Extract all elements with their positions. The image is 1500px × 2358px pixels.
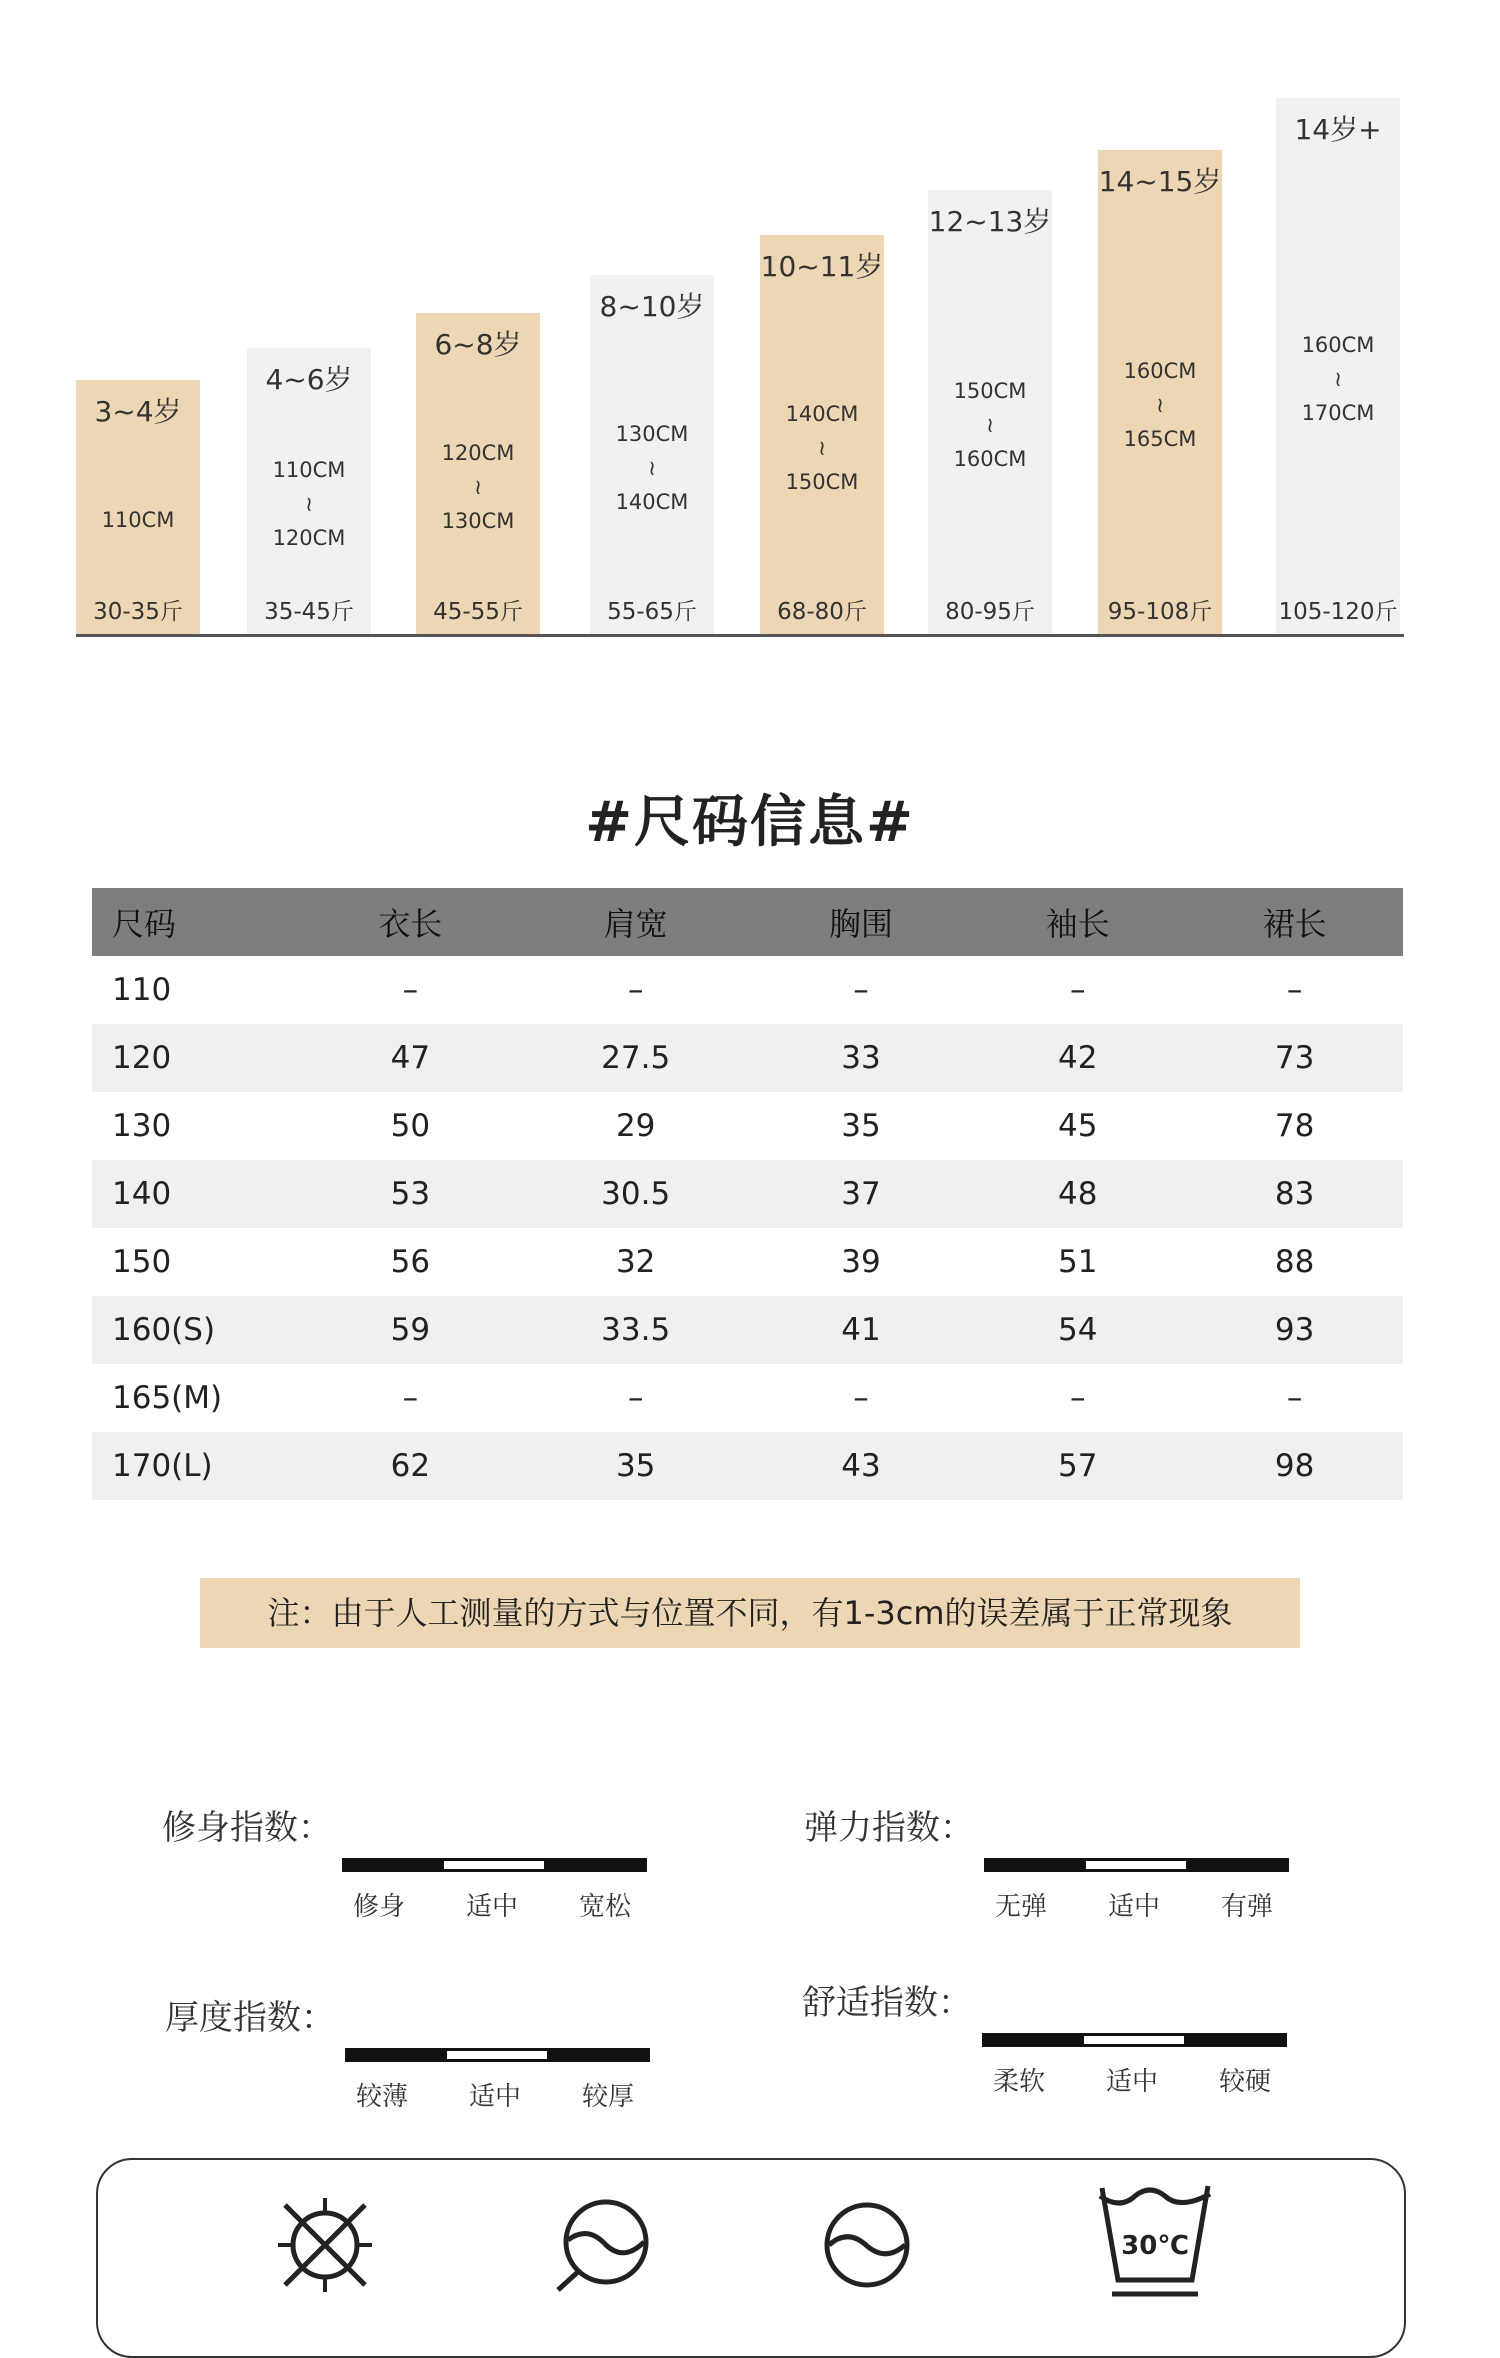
size-step-bar [1098,150,1222,634]
size-step-height-line: 170CM [1301,401,1375,425]
size-step-weight: 95-108斤 [1107,599,1213,625]
size-step-bar [76,380,200,634]
size-step-height-range [1276,328,1400,430]
size-step-age: 14~15岁 [1098,165,1222,198]
table-cell: 160(S) [92,1296,302,1364]
size-step-height-line: 150CM [953,379,1027,403]
table-row [92,1024,1403,1092]
size-step-bar [590,275,714,634]
table-row [92,1296,1403,1364]
size-step-height-range [76,503,200,537]
size-step-height-line: 130CM [441,509,515,533]
table-cell: – [1070,972,1086,1008]
table-header-row [92,888,1403,956]
size-step-height-range [416,436,540,538]
fit-option-loose: 宽松 [578,1892,631,1922]
comfort-index-label: 舒适指数： [802,1983,972,2023]
table-cell: 78 [1274,1108,1315,1144]
header-sleeve: 袖长 [969,888,1186,956]
wash-30c-icon [1090,2176,1220,2306]
comfort-option-moderate: 适中 [1105,2067,1158,2097]
size-step-height-line: 140CM [615,490,689,514]
table-cell: 33 [753,1024,970,1092]
table-cell: 35 [519,1432,753,1500]
thickness-index-label: 厚度指数： [165,1998,335,2038]
table-cell: 37 [753,1160,970,1228]
size-step-weight: 105-120斤 [1278,599,1398,625]
steps-baseline [76,634,1404,637]
table-cell: 73 [1186,1024,1403,1092]
size-step-bar [1276,98,1400,634]
size-step-age: 8~10岁 [599,290,705,323]
table-cell: 53 [302,1160,519,1228]
header-shoulder: 肩宽 [519,888,753,956]
size-step-age: 12~13岁 [928,205,1052,238]
table-cell: 59 [302,1296,519,1364]
elasticity-option-stretchy: 有弹 [1220,1892,1273,1922]
table-cell: 45 [1058,1108,1098,1144]
wash-temperature-label: 30℃ [1121,2231,1189,2261]
table-cell: 83 [1186,1160,1403,1228]
elasticity-index-track [984,1858,1289,1872]
table-cell: – [402,972,419,1008]
size-step-height-line: 130CM [615,422,689,446]
size-step-bar [416,313,540,634]
table-cell: 51 [1058,1244,1098,1280]
size-step-height-range [928,374,1052,476]
table-cell: 47 [302,1024,519,1092]
size-step-weight: 35-45斤 [264,599,354,625]
table-cell: 43 [753,1432,970,1500]
no-tumble-dry-icon [548,2190,658,2300]
table-cell: – [1286,972,1303,1008]
table-cell: 110 [112,972,172,1008]
size-step-weight: 55-65斤 [607,599,697,625]
table-cell: 54 [969,1296,1186,1364]
size-step-chart [0,0,1500,660]
size-step-age: 10~11岁 [760,250,884,283]
elasticity-option-moderate: 适中 [1107,1892,1160,1922]
table-cell: 140 [92,1160,302,1228]
fit-index-label: 修身指数： [162,1808,332,1848]
size-step-height-line: 150CM [785,470,859,494]
size-step-height-line: ≀ [1334,367,1342,391]
table-cell: 130 [112,1108,172,1144]
thickness-index-track [345,2048,650,2062]
thickness-option-thin: 较薄 [355,2082,408,2112]
size-step-bar [247,348,371,634]
size-step-bar [928,190,1052,634]
size-step-height-line: 120CM [272,526,346,550]
size-step-age: 14岁+ [1294,113,1382,146]
table-cell: 93 [1186,1296,1403,1364]
table-row [92,956,1403,1024]
size-step-height-line: ≀ [986,413,994,437]
size-step-weight: 45-55斤 [433,599,523,625]
table-cell: 32 [615,1244,656,1280]
header-size: 尺码 [92,888,302,956]
comfort-option-soft: 柔软 [992,2067,1045,2097]
table-cell: 88 [1274,1244,1315,1280]
size-step-age: 4~6岁 [265,363,353,396]
thickness-option-moderate: 适中 [468,2082,521,2112]
size-step-height-line: 160CM [1301,333,1375,357]
size-step-height-line: ≀ [474,475,482,499]
size-step-height-range [760,397,884,499]
size-step-height-line: ≀ [305,492,313,516]
table-cell: – [853,1380,869,1416]
size-step-height-line: 160CM [1123,359,1197,383]
table-row [92,1160,1403,1228]
comfort-index [802,1975,1282,2125]
size-step-height-range [1098,354,1222,456]
table-row [92,1228,1403,1296]
table-row [92,1364,1403,1432]
comfort-option-firm: 较硬 [1218,2067,1271,2097]
size-step-height-line: ≀ [648,456,656,480]
table-cell: 98 [1186,1432,1403,1500]
table-cell: 50 [390,1108,431,1144]
gentle-wash-icon [812,2190,922,2300]
size-step-height-line: ≀ [818,436,826,460]
size-step-bar [760,235,884,634]
size-step-height-line: 140CM [785,402,859,426]
size-step-height-line: 110CM [272,458,346,482]
table-cell: 39 [841,1244,881,1280]
fit-index-track [342,1858,647,1872]
table-cell: 29 [615,1108,656,1144]
table-cell: 42 [969,1024,1186,1092]
comfort-index-marker [1082,2034,1186,2046]
table-cell: 170(L) [92,1432,302,1500]
table-cell: 165(M) [112,1380,223,1416]
size-step-age: 3~4岁 [94,395,182,428]
table-cell: 27.5 [519,1024,753,1092]
fit-option-slim: 修身 [352,1892,405,1922]
table-cell: 33.5 [519,1296,753,1364]
size-info-title: #尺码信息# [585,790,915,855]
table-cell: 120 [92,1024,302,1092]
fit-index-marker [442,1859,546,1871]
elasticity-index [804,1800,1284,1950]
fit-index [162,1800,642,1950]
fit-option-regular: 适中 [465,1892,518,1922]
elasticity-option-none: 无弹 [994,1892,1047,1922]
table-cell: 30.5 [519,1160,753,1228]
header-chest: 胸围 [753,888,970,956]
thickness-index [165,1990,645,2140]
table-cell: – [1286,1380,1303,1416]
table-row [92,1432,1403,1500]
size-step-height-line: ≀ [1156,393,1164,417]
size-step-weight: 68-80斤 [777,599,867,625]
size-step-height-line: 120CM [441,441,515,465]
size-step-age: 6~8岁 [434,328,522,361]
size-step-height-range [247,453,371,555]
size-table [92,888,1403,1500]
no-dry-clean-icon [270,2190,380,2300]
size-step-height-line: 160CM [953,447,1027,471]
table-cell: – [853,972,869,1008]
table-cell: 35 [841,1108,881,1144]
table-cell: – [627,972,644,1008]
table-cell: 48 [969,1160,1186,1228]
table-cell: – [1070,1380,1086,1416]
table-cell: – [627,1380,644,1416]
size-step-height-range [590,417,714,519]
size-step-weight: 80-95斤 [945,599,1035,625]
size-step-height-line: 165CM [1123,427,1197,451]
table-cell: 150 [112,1244,172,1280]
elasticity-index-label: 弹力指数： [804,1808,974,1848]
table-cell: 56 [390,1244,431,1280]
table-cell: 57 [969,1432,1186,1500]
table-cell: 62 [302,1432,519,1500]
size-step-height-line: 110CM [101,508,175,532]
table-row [92,1092,1403,1160]
table-cell: 41 [753,1296,970,1364]
header-length: 衣长 [302,888,519,956]
measurement-note: 注：由于人工测量的方式与位置不同，有1-3cm的误差属于正常现象 [200,1578,1300,1648]
elasticity-index-marker [1084,1859,1188,1871]
size-step-weight: 30-35斤 [93,599,183,625]
comfort-index-track [982,2033,1287,2047]
thickness-option-thick: 较厚 [581,2082,634,2112]
thickness-index-marker [445,2049,549,2061]
table-cell: – [402,1380,419,1416]
header-skirt-length: 裙长 [1186,888,1403,956]
